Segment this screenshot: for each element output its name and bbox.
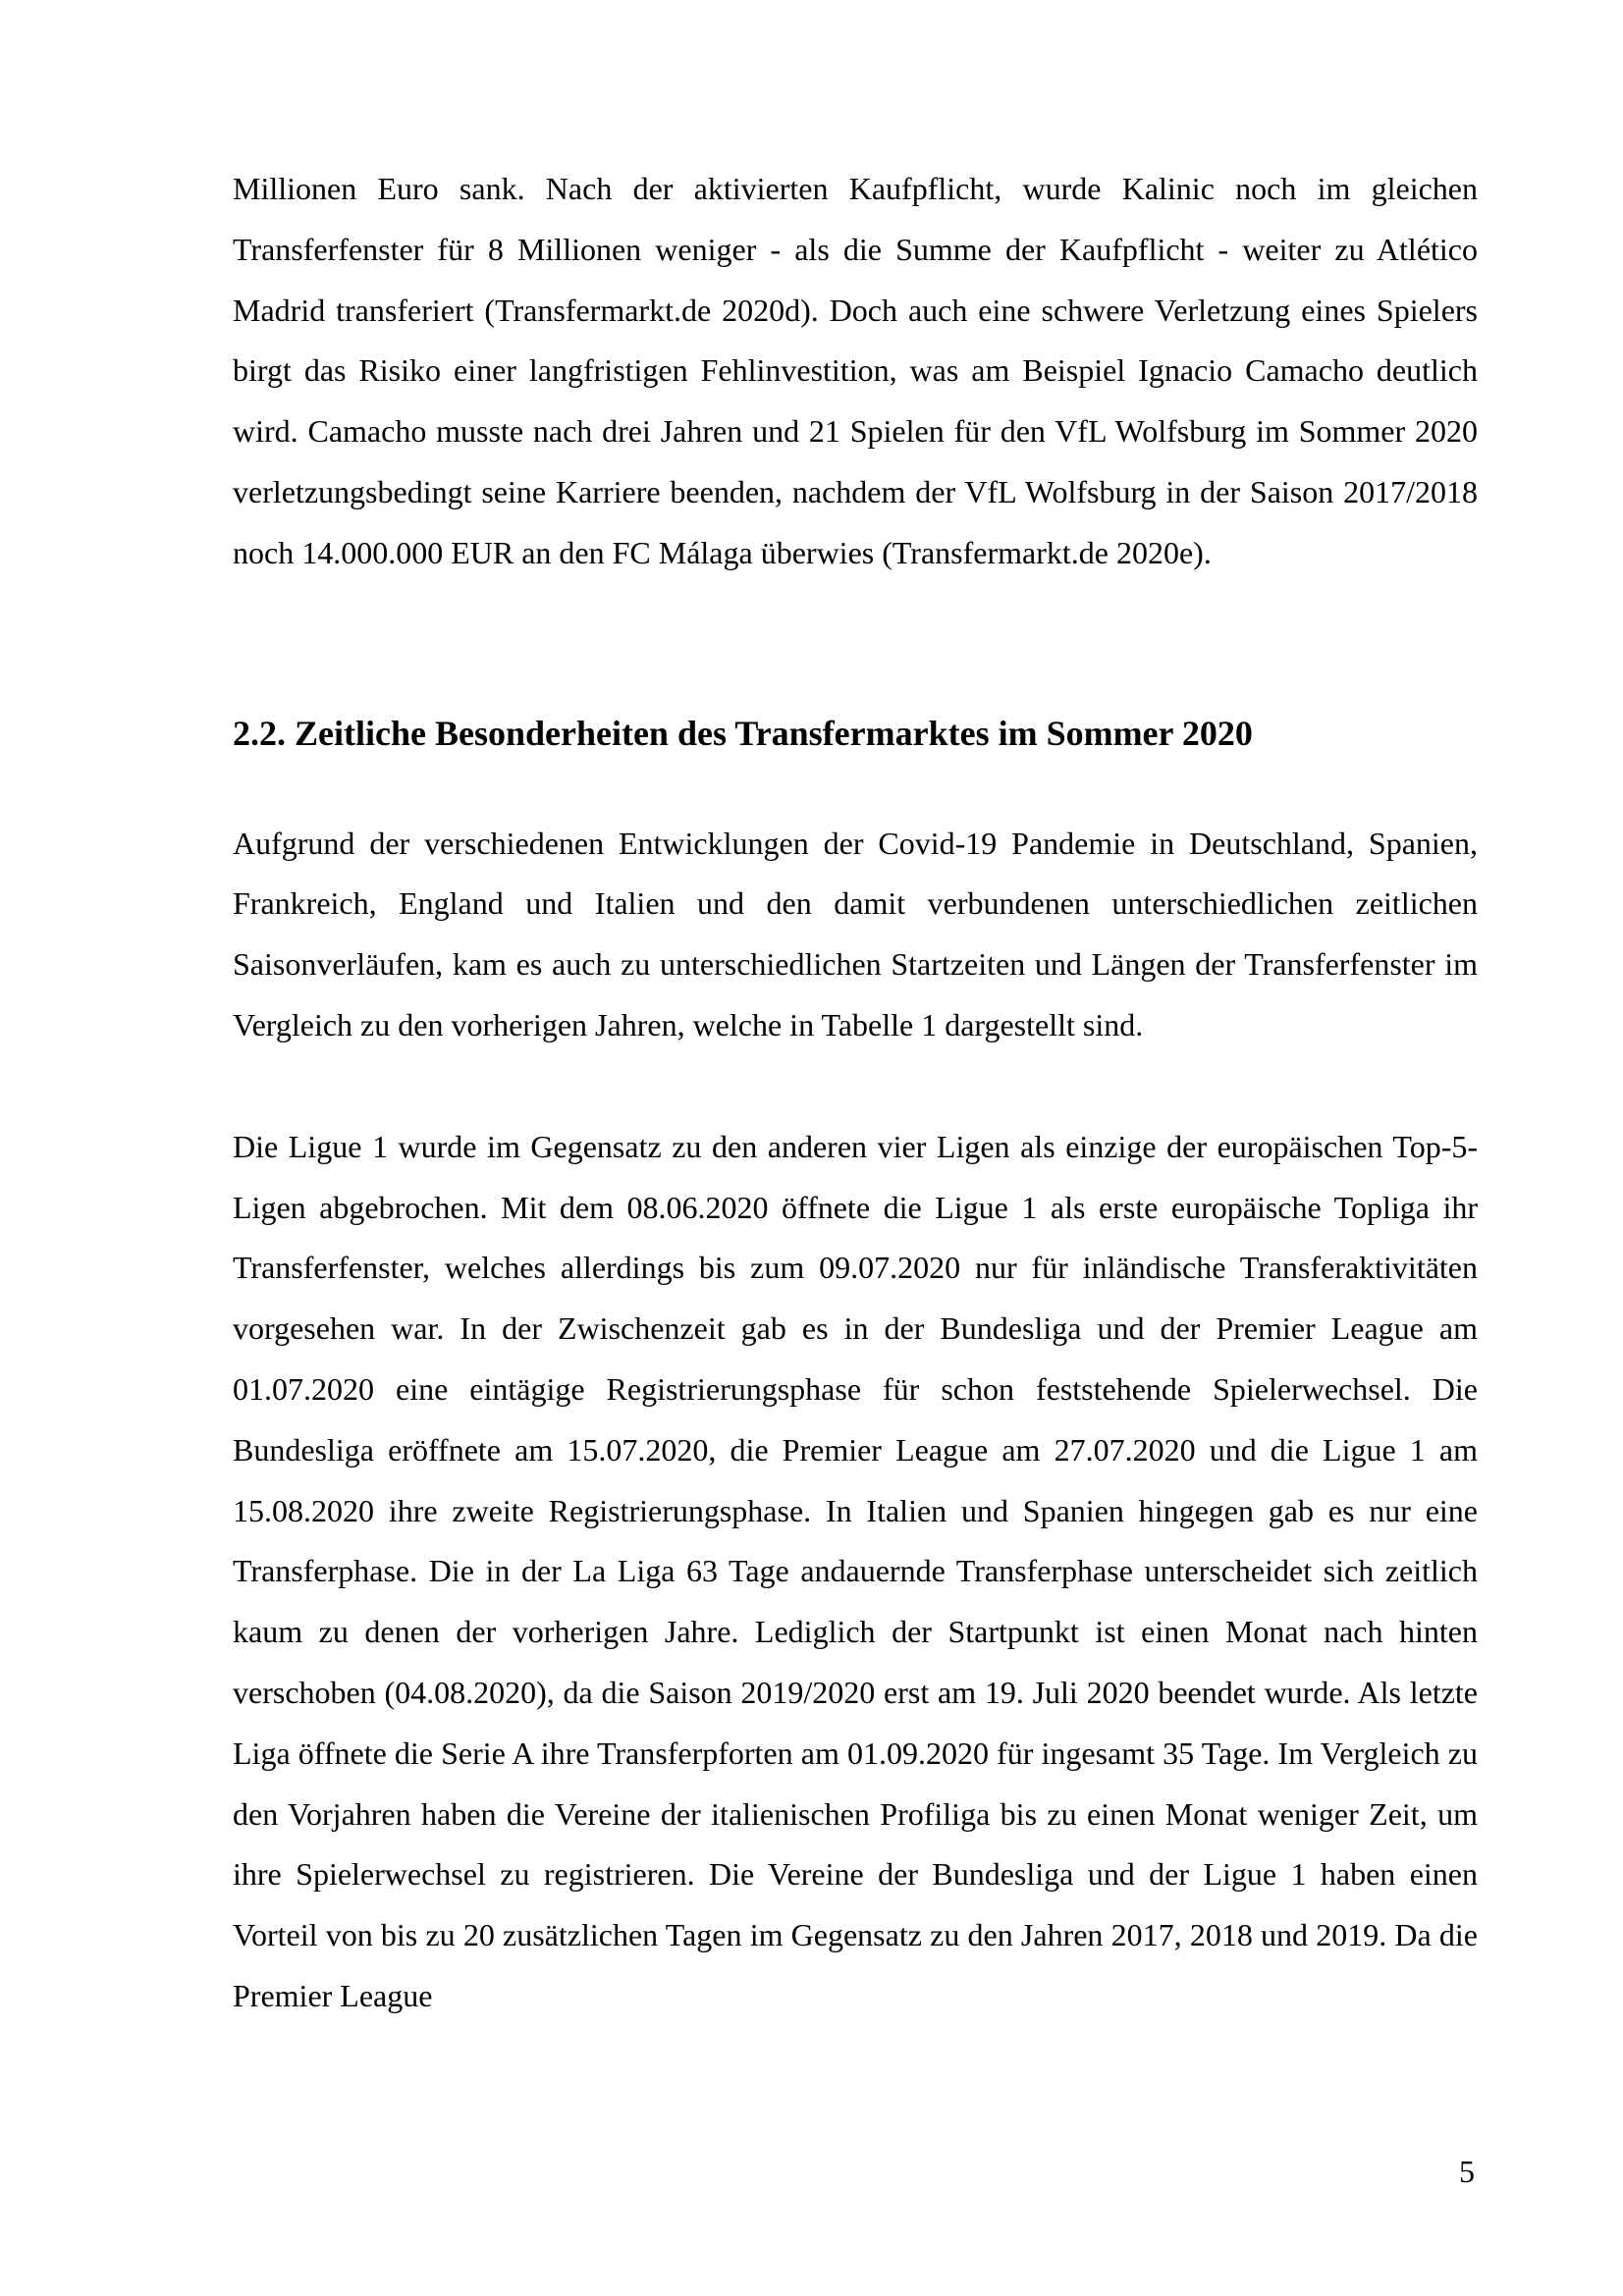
page-body: [233, 159, 1478, 2027]
section-heading-2-2: 2.2. Zeitliche Besonderheiten des Transfermarktes im Sommer 2020: [233, 713, 1253, 753]
paragraph-covid-timing: Aufgrund der verschiedenen Entwicklungen der Covid-19 Pandemie in Deutschland, Spanien, Frankreich, England und Italien und den damit verbundenen unterschiedlichen zeitlichen Saisonverläufen, kam es auch zu unterschiedlichen Startzeiten und Längen der Transferfenster im Vergleich zu den vorherigen Jahren, welche in Tabelle 1 dargestellt sind.: [233, 825, 1478, 1042]
paragraph-transfer-risks: Millionen Euro sank. Nach der aktivierten Kaufpflicht, wurde Kalinic noch im gleichen Transferfenster für 8 Millionen weniger - als die Summe der Kaufpflicht - weiter zu Atlético Madrid transferiert (Transfermarkt.de 2020d). Doch auch eine schwere Verletzung eines Spielers birgt das Risiko einer langfristigen Fehlinvestition, was am Beispiel Ignacio Camacho deutlich wird. Camacho musste nach drei Jahren und 21 Spielen für den VfL Wolfsburg im Sommer 2020 verletzungsbedingt seine Karriere beenden, nachdem der VfL Wolfsburg in der Saison 2017/2018 noch 14.000.000 EUR an den FC Málaga überwies (Transfermarkt.de 2020e).: [233, 171, 1478, 570]
paragraph-league-windows: Die Ligue 1 wurde im Gegensatz zu den anderen vier Ligen als einzige der europäischen Top-5-Ligen abgebrochen. Mit dem 08.06.2020 öffnete die Ligue 1 als erste europäische Topliga ihr Transferfenster, welches allerdings bis zum 09.07.2020 nur für inländische Transferaktivitäten vorgesehen war. In der Zwischenzeit gab es in der Bundesliga und der Premier League am 01.07.2020 eine eintägige Registrierungsphase für schon feststehende Spielerwechsel. Die Bundesliga eröffnete am 15.07.2020, die Premier League am 27.07.2020 und die Ligue 1 am 15.08.2020 ihre zweite Registrierungsphase. In Italien und Spanien hingegen gab es nur eine Transferphase. Die in der La Liga 63 Tage andauernde Transferphase unterscheidet sich zeitlich kaum zu denen der vorherigen Jahre. Lediglich der Startpunkt ist einen Monat nach hinten verschoben (04.08.2020), da die Saison 2019/2020 erst am 19. Juli 2020 beendet wurde. Als letzte Liga öffnete die Serie A ihre Transferpforten am 01.09.2020 für ingesamt 35 Tage. Im Vergleich zu den Vorjahren haben die Vereine der italienischen Profiliga bis zu einen Monat weniger Zeit, um ihre Spielerwechsel zu registrieren. Die Vereine der Bundesliga und der Ligue 1 haben einen Vorteil von bis zu 20 zusätzlichen Tagen im Gegensatz zu den Jahren 2017, 2018 und 2019. Da die Premier League: [233, 1128, 1478, 2013]
page-number: 5: [1459, 2154, 1475, 2189]
